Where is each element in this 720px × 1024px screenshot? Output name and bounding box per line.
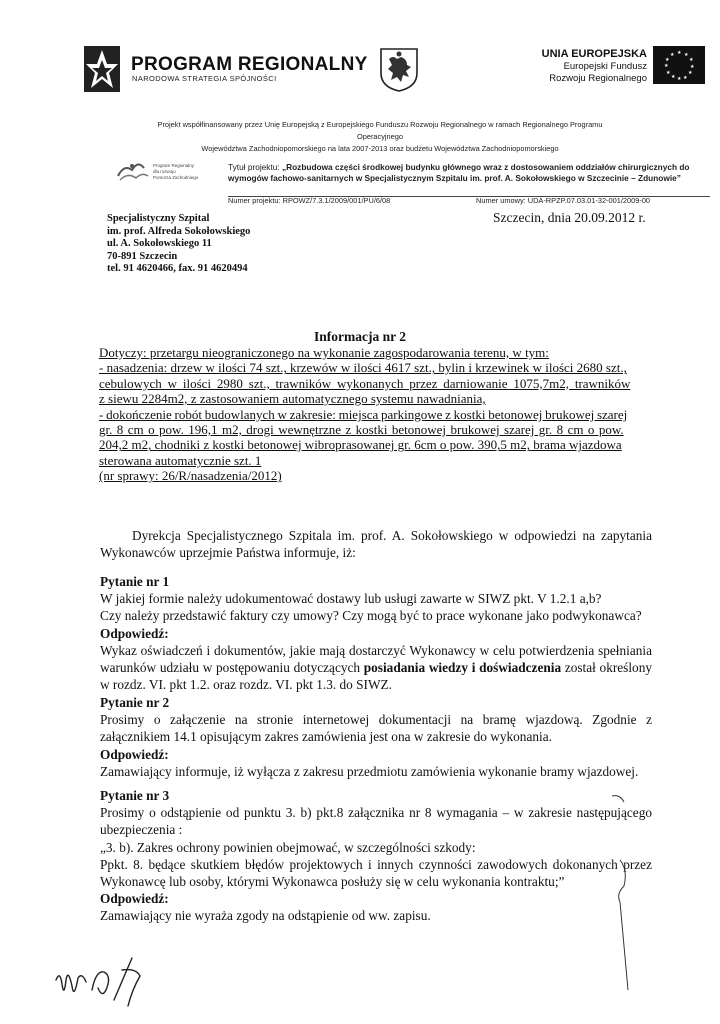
answer-1-bold: posiadania wiedzy i doświadczenia	[363, 660, 562, 676]
regarding-line5: - dokończenie robót budowlanych w zakresie: miejsca parkingowe z kostki betonowej brukowej szarej	[99, 406, 628, 422]
project-title-line2: wymogów fachowo-sanitarnych w Specjalistycznym Szpitalu im. prof. A. Sokołowskiego w Szczecinie – Zdunowie”	[228, 173, 681, 183]
svg-text:★: ★	[677, 50, 682, 56]
regarding-line8: sterowana automatycznie szt. 1	[99, 452, 262, 468]
regional-program-small-logo	[112, 158, 152, 184]
small-logo-line2: dla rozwoju	[153, 169, 176, 174]
sender-line3: ul. A. Sokołowskiego 11	[107, 238, 212, 249]
question-1	[100, 573, 652, 693]
regarding-block	[99, 345, 659, 484]
project-number: Numer projektu: RPOWZ/7.3.1/2009/001/PU/6/08	[228, 196, 391, 205]
svg-text:★: ★	[677, 76, 682, 82]
question-3-text-line1: Prosimy o odstąpienie od punktu 3. b) pkt.8 załącznika nr 8 wymagania – w zakresie następującego ubezpieczenia :	[100, 805, 652, 838]
eu-fund-line2: Rozwoju Regionalnego	[549, 73, 647, 84]
cofinancing-line2: Operacyjnego	[356, 132, 403, 141]
eu-flag-icon	[653, 46, 705, 84]
answer-1-label: Odpowiedź:	[100, 625, 169, 641]
program-title: PROGRAM REGIONALNY	[131, 54, 368, 75]
program-subtitle: NARODOWA STRATEGIA SPÓJNOŚCI	[132, 74, 277, 83]
question-2-text: Prosimy o załączenie na stronie internetowej dokumentacji na bramę wjazdową. Zgodnie z załącznikiem 14.1 opisującym zakres zamówienia jest ona w zakresie do wykonania.	[100, 712, 652, 745]
question-2-label: Pytanie nr 2	[100, 695, 170, 710]
answer-3-label: Odpowiedź:	[100, 891, 169, 907]
griffin-crest-icon	[379, 47, 419, 93]
question-3-text-line3: Ppkt. 8. będące skutkiem błędów projektowych i innych czynności zawodowych dokonanych przez Wykonawcę lub osoby, którymi Wykonawca posłuży się w celu wykonania kontraktu;”	[100, 856, 652, 890]
answer-2-text: Zamawiający informuje, iż wyłącza z zakresu przedmiotu zamówienia wykonanie bramy wjazdowej.	[100, 763, 639, 779]
question-3-text-line2: „3. b). Zakres ochrony powinien obejmować, w szczególności szkody:	[100, 839, 476, 855]
sender-line2: im. prof. Alfreda Sokołowskiego	[107, 225, 251, 237]
program-regional-star-logo	[84, 46, 120, 92]
intro-paragraph: Dyrekcja Specjalistycznego Szpitala im. prof. A. Sokołowskiego w odpowiedzi na zapytania Wykonawców uprzejmie Państwa informuje, iż:	[100, 528, 652, 561]
eu-title: UNIA EUROPEJSKA	[541, 48, 647, 60]
small-logo-line3: Pomorza Zachodniego	[153, 175, 199, 180]
cofinancing-line3: Województwa Zachodniopomorskiego na lata 2007-2013 oraz budżetu Województwa Zachodniopomorskiego	[201, 144, 559, 153]
pen-annotation-line	[520, 790, 680, 1000]
cofinancing-line1: Projekt współfinansowany przez Unię Europejską z Europejskiego Funduszu Rozwoju Regionalnego w ramach Regionalnego Programu	[157, 120, 603, 129]
regarding-line7: 204,2 m2, chodniki z kostki betonowej wibroprasowanej gr. 6cm o pow. 390,5 m2, brama wjazdowa	[99, 437, 622, 453]
regarding-line1: Dotyczy: przetargu nieograniczonego na wykonanie zagospodarowania terenu, w tym:	[99, 345, 549, 360]
answer-2-label: Odpowiedź:	[100, 746, 169, 762]
regarding-line2: - nasadzenia: drzew w ilości 74 szt., krzewów w ilości 4617 szt., bylin i krzewinek w ilości 2680 szt.,	[99, 360, 627, 376]
case-number: (nr sprawy: 26/R/nasadzenia/2012)	[99, 468, 282, 484]
svg-text:★: ★	[670, 52, 675, 58]
svg-text:★: ★	[671, 74, 676, 80]
info-title: Informacja nr 2	[314, 329, 406, 344]
eu-text-block	[520, 48, 647, 85]
regarding-line4: z siewu 2284m2, z zastosowaniem automatycznego systemu nawadniania,	[99, 391, 486, 407]
project-title-label: Tytuł projektu:	[228, 162, 280, 172]
question-1-label: Pytanie nr 1	[100, 574, 170, 589]
small-logo-text	[153, 163, 198, 181]
svg-text:★: ★	[666, 70, 671, 76]
svg-text:★: ★	[683, 75, 688, 81]
regarding-line6: gr. 8 cm o pow. 196,1 m2, drogi wewnętrzne z kostki betonowej brukowej szarej gr. 8 cm o pow.	[99, 422, 624, 438]
svg-text:★: ★	[689, 57, 694, 63]
answer-1-part2: został określony w rozdz. VI. pkt 1.2. oraz rozdz. VI. pkt 1.3. do SIWZ.	[100, 660, 653, 693]
eu-fund-line1: Europejski Fundusz	[563, 61, 647, 72]
question-1-text-line2: Czy należy przedstawić faktury czy umowy? Czy mogą być to prace wykonane jako podwykonawca?	[100, 608, 642, 624]
answer-3-text: Zamawiający nie wyraża zgody na odstąpienie od ww. zapisu.	[100, 908, 431, 924]
question-3-label: Pytanie nr 3	[100, 788, 170, 803]
svg-text:★: ★	[664, 63, 669, 69]
svg-text:★: ★	[688, 70, 693, 76]
svg-text:★: ★	[684, 52, 689, 58]
project-title-line1: „Rozbudowa części środkowej budynku głównego wraz z dostosowaniem oddziałów chirurgicznych do	[281, 162, 690, 172]
answer-1-text	[100, 642, 652, 694]
sender-address	[107, 213, 250, 276]
svg-text:★: ★	[690, 64, 695, 70]
sender-line1: Specjalistyczny Szpital	[107, 213, 210, 224]
cofinancing-note	[110, 119, 650, 155]
contract-number: Numer umowy: UDA-RPZP.07.03.01-32-001/2009-00	[476, 196, 651, 205]
question-2	[100, 694, 652, 780]
small-logo-line1: Program Regionalny	[153, 163, 195, 168]
answer-1-part1: Wykaz oświadczeń i dokumentów, jakie mają dostarczyć Wykonawcy w celu potwierdzenia spełniania warunków udziału w postępowaniu dotyczących	[100, 642, 652, 676]
question-1-text-line1: W jakiej formie należy udokumentować dostawy lub usługi zawarte w SIWZ pkt. V 1.2.1 a,b?	[100, 591, 602, 607]
project-title	[228, 162, 708, 184]
letter-date: Szczecin, dnia 20.09.2012 r.	[493, 210, 646, 225]
regarding-line3: cebulowych w ilości 2980 szt., trawników wykonanych przez darniowanie 1075,7m2, trawników	[99, 375, 631, 391]
sender-line4: 70-891 Szczecin	[107, 250, 178, 262]
svg-text:★: ★	[665, 57, 670, 63]
sender-line5: tel. 91 4620466, fax. 91 4620494	[107, 263, 248, 274]
handwritten-signature	[52, 950, 162, 1010]
